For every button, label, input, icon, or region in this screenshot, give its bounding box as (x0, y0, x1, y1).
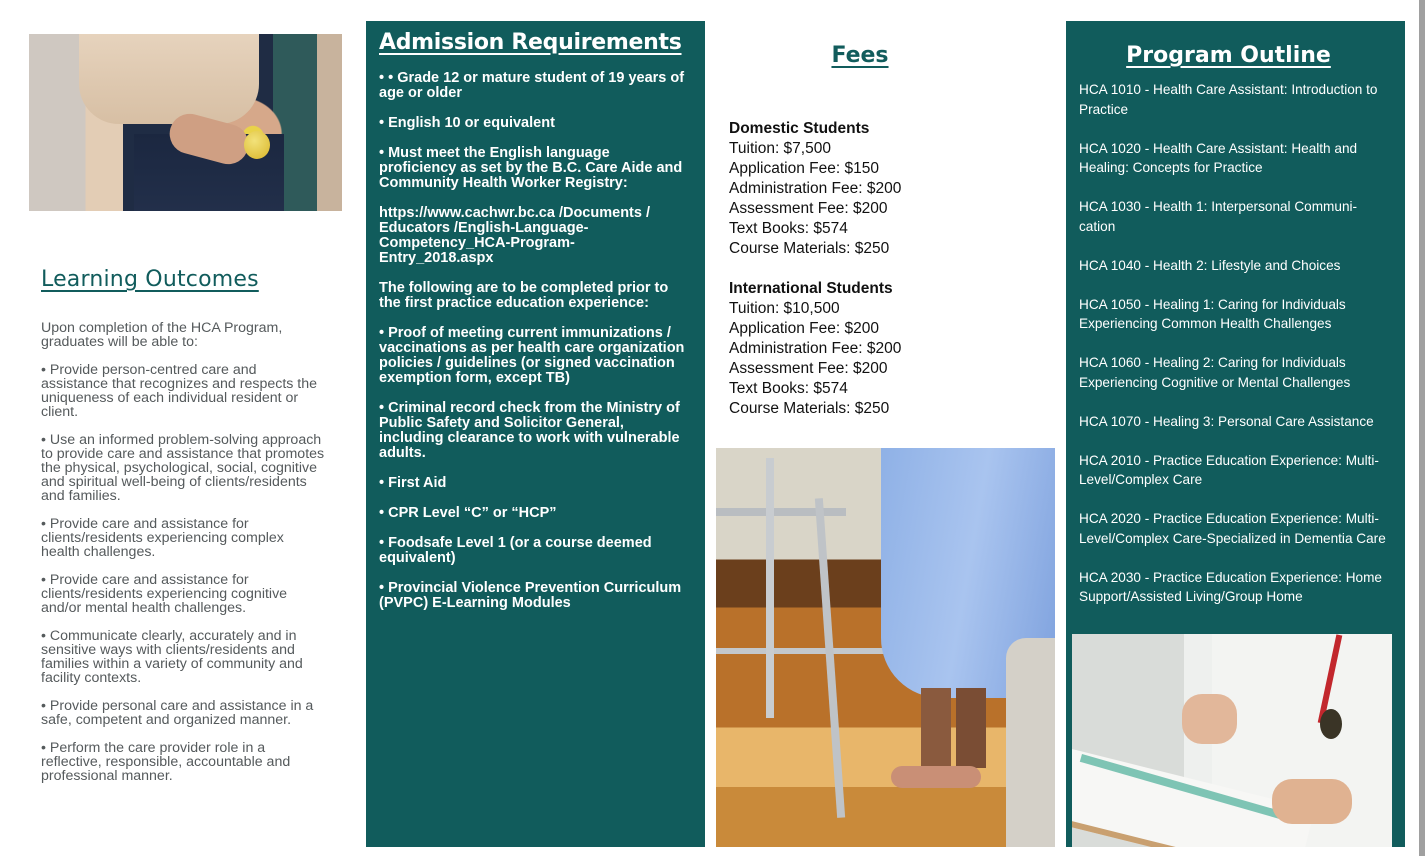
learning-outcome-item: • Use an informed problem-solving approach to provide care and assistance that promotes the physical, psychological, social, cognitive and spiritual well-being of clients/residents and families. (41, 432, 325, 504)
learning-outcomes-intro: Upon completion of the HCA Program, graduates will be able to: (41, 320, 283, 350)
learning-outcome-item: • Perform the care provider role in a reflective, responsible, accountable and professional manner. (41, 740, 291, 784)
course-item: HCA 2030 - Practice Education Experience: Home Support/Assisted Living/Group Home (1079, 569, 1382, 604)
photo-patient-walker (716, 448, 1055, 847)
fee-line: Assessment Fee: $200 (729, 200, 888, 217)
course-item: HCA 2020 - Practice Education Experience: Multi-Level/Complex Care-Specialized in Dementia Care (1079, 511, 1386, 546)
photo-detail-walker-leg (815, 498, 845, 818)
admission-item: • Must meet the English language proficiency as set by the B.C. Care Aide and Community Health Worker Registry: (379, 145, 683, 191)
vertical-scrollbar[interactable] (1419, 0, 1425, 856)
admission-item: • • Grade 12 or mature student of 19 years of age or older (379, 70, 685, 101)
photo-detail-bed (1006, 638, 1055, 847)
admission-item: • Criminal record check from the Ministry of Public Safety and Solicitor General, including clearance to work with vulnerable adults. (379, 400, 680, 461)
photo-detail-sweater (79, 34, 259, 124)
course-item: HCA 1070 - Healing 3: Personal Care Assistance (1079, 413, 1374, 429)
course-item: HCA 1010 - Health Care Assistant: Introduction to Practice (1079, 82, 1378, 117)
course-item: HCA 1060 - Healing 2: Caring for Individuals Experiencing Cognitive or Mental Challenges (1079, 355, 1351, 390)
fee-line: Text Books: $574 (729, 380, 848, 397)
fees-international (729, 279, 1029, 419)
fees-title: Fees (831, 43, 889, 68)
fee-line: Administration Fee: $200 (729, 340, 902, 357)
photo-doctor-clipboard (1072, 634, 1392, 847)
admission-item: • First Aid (379, 475, 447, 491)
fees-international-heading: International Students (729, 280, 893, 297)
course-item: HCA 1020 - Health Care Assistant: Health and Healing: Concepts for Practice (1079, 140, 1358, 175)
fee-line: Course Materials: $250 (729, 240, 890, 257)
fee-line: Application Fee: $200 (729, 320, 879, 337)
program-outline-list (1079, 80, 1389, 626)
fee-line: Course Materials: $250 (729, 400, 890, 417)
photo-detail-walker-leg (766, 458, 774, 718)
course-item: HCA 1030 - Health 1: Interpersonal Communi-cation (1079, 199, 1358, 234)
learning-outcomes-body (41, 321, 326, 797)
learning-outcomes-title: Learning Outcomes (41, 267, 259, 292)
fee-line: Application Fee: $150 (729, 160, 879, 177)
photo-detail-stethoscope-bell (1320, 709, 1342, 739)
fee-line: Text Books: $574 (729, 220, 848, 237)
fees-domestic (729, 119, 1029, 259)
learning-outcome-item: • Communicate clearly, accurately and in sensitive ways with clients/residents and families within a variety of community and facility contexts. (41, 628, 303, 686)
registry-link[interactable]: https://www.cachwr.bc.ca /Documents / Educators /English-Language-Competency_HCA-Program-Entry_2018.aspx (379, 205, 650, 266)
fees-domestic-heading: Domestic Students (729, 120, 870, 137)
course-item: HCA 2010 - Practice Education Experience: Multi-Level/Complex Care (1079, 452, 1379, 487)
photo-detail-walker-bar (716, 648, 896, 654)
fee-line: Administration Fee: $200 (729, 180, 902, 197)
admission-list (379, 71, 689, 626)
photo-detail-leg (956, 688, 986, 768)
learning-outcome-item: • Provide care and assistance for clients/residents experiencing complex health challenges. (41, 516, 284, 560)
fee-line: Assessment Fee: $200 (729, 360, 888, 377)
course-item: HCA 1050 - Healing 1: Caring for Individuals Experiencing Common Health Challenges (1079, 296, 1346, 331)
admission-item: • Provincial Violence Prevention Curriculum (PVPC) E-Learning Modules (379, 580, 682, 611)
course-item: HCA 1040 - Health 2: Lifestyle and Choices (1079, 257, 1341, 273)
admission-prereq-intro: The following are to be completed prior to the first practice education experience: (379, 280, 669, 311)
photo-elderly-hands (29, 34, 342, 211)
fee-line: Tuition: $10,500 (729, 300, 840, 317)
admission-item: • English 10 or equivalent (379, 115, 555, 131)
admission-title: Admission Requirements (379, 30, 682, 55)
photo-detail-ball (244, 131, 270, 159)
admission-item: • Proof of meeting current immunizations / vaccinations as per health care organization policies / guidelines (or signed vaccination exemption form, except TB) (379, 325, 685, 386)
photo-detail-leg (921, 688, 951, 778)
learning-outcome-item: • Provide person-centred care and assistance that recognizes and respects the uniqueness of each individual resident or client. (41, 362, 318, 420)
photo-detail-hand (1272, 779, 1352, 824)
admission-item: • Foodsafe Level 1 (or a course deemed equivalent) (379, 535, 652, 566)
photo-detail-foot (891, 766, 981, 788)
learning-outcome-item: • Provide care and assistance for clients/residents experiencing cognitive and/or mental health challenges. (41, 572, 288, 616)
program-outline-title: Program Outline (1126, 43, 1331, 68)
photo-detail-hand-pen (1182, 694, 1237, 744)
admission-item: • CPR Level “C” or “HCP” (379, 505, 557, 521)
fee-line: Tuition: $7,500 (729, 140, 831, 157)
photo-detail-walker-bar (716, 508, 846, 516)
learning-outcome-item: • Provide personal care and assistance in a safe, competent and organized manner. (41, 698, 314, 728)
